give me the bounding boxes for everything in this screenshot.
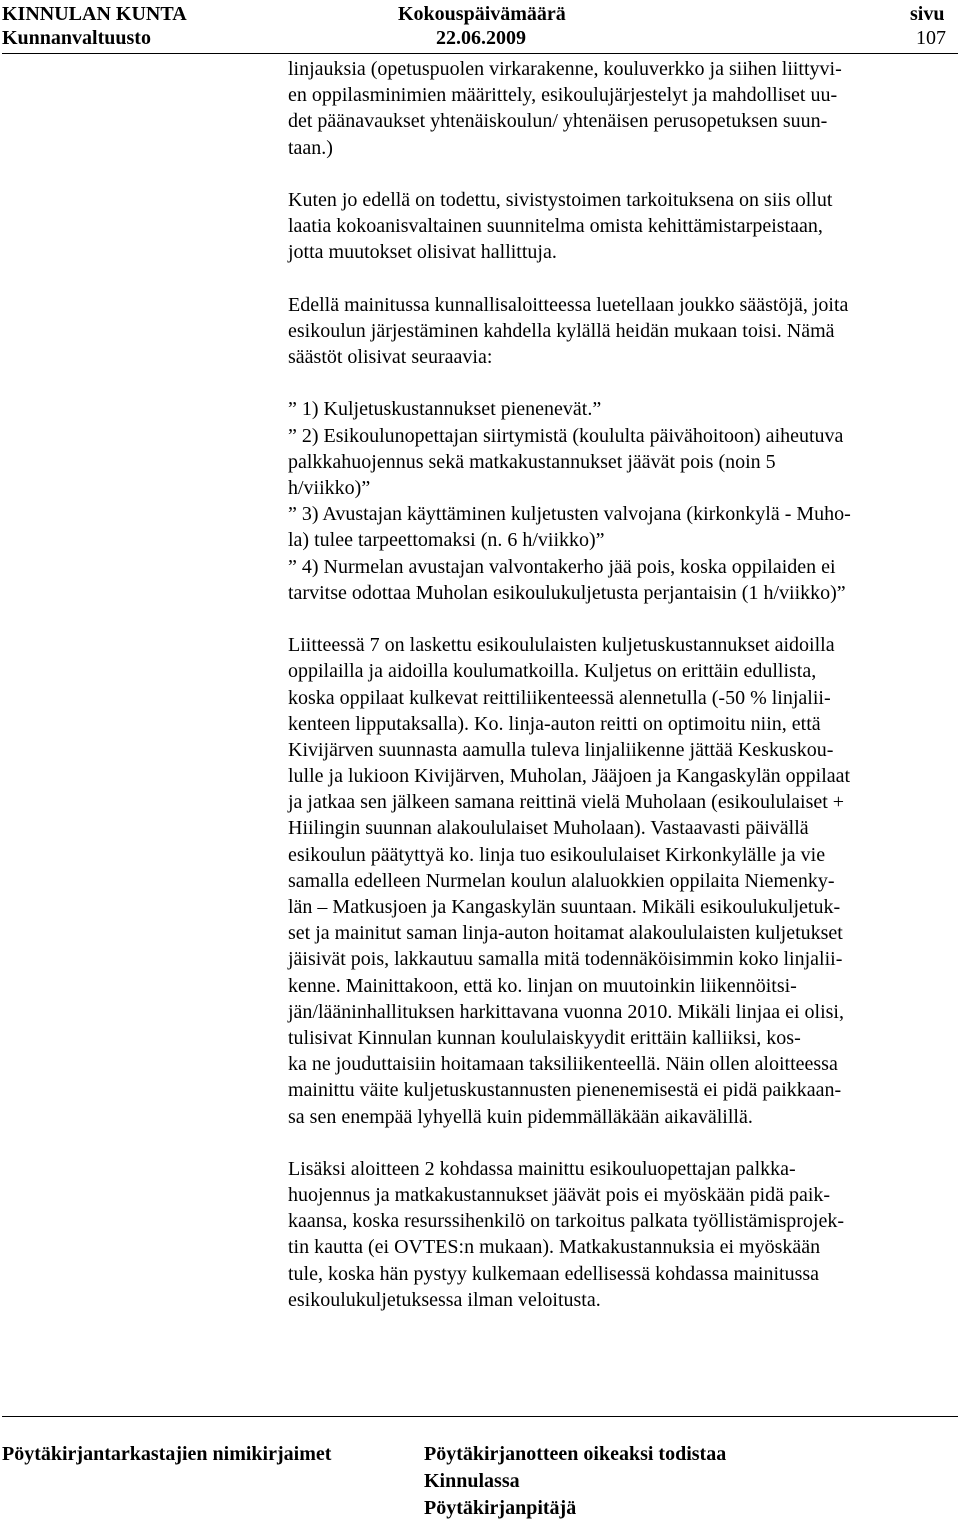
text-line: h/viikko)” xyxy=(288,477,371,499)
header-rule xyxy=(2,53,958,54)
footer-secretary: Pöytäkirjanpitäjä xyxy=(424,1497,577,1519)
text-line: sa sen enempää lyhyellä kuin pidemmälläkään aikavälillä. xyxy=(288,1105,753,1128)
meeting-date: 22.06.2009 xyxy=(436,27,526,49)
text-line: det päänavaukset yhtenäiskoulun/ yhtenäisen perusopetuksen suun- xyxy=(288,110,828,133)
text-line: jäisivät pois, lakkautuu samalla mitä todennäköisimmin koko linjalii- xyxy=(288,948,843,971)
text-line: koska oppilaat kulkevat reittiliikenteessä alennetulla (-50 % linjalii- xyxy=(288,686,831,709)
text-line: palkkahuojennus sekä matkakustannukset jäävät pois (noin 5 xyxy=(288,450,776,473)
footer-certification: Pöytäkirjanotteen oikeaksi todistaa xyxy=(424,1443,727,1465)
text-line: Lisäksi aloitteen 2 kohdassa mainittu esikouluopettajan palkka- xyxy=(288,1157,796,1180)
text-line: tule, koska hän pystyy kulkemaan edellisessä kohdassa mainitussa xyxy=(288,1262,820,1285)
text-line: Hiilingin suunnan alakoululaiset Muholaan). Vastaavasti päivällä xyxy=(288,817,809,840)
text-line: set ja mainitut saman linja-auton hoitamat alakoululaisten kuljetukset xyxy=(288,922,843,945)
text-line: linjauksia (opetuspuolen virkarakenne, kouluverkko ja siihen liittyvi- xyxy=(288,58,842,80)
text-line: säästöt olisivat seuraavia: xyxy=(288,346,493,369)
text-line: samalla edelleen Nurmelan koulun alaluokkien oppilaita Niemenky- xyxy=(288,869,835,892)
footer-reviewers-initials: Pöytäkirjantarkastajien nimikirjaimet xyxy=(2,1443,332,1465)
org-name: KINNULAN KUNTA xyxy=(2,3,187,25)
text-line: län – Matkusjoen ja Kangaskylän suuntaan. Mikäli esikoulukuljetuk- xyxy=(288,896,841,918)
text-line: Kuten jo edellä on todettu, sivistystoimen tarkoituksena on siis ollut xyxy=(288,188,833,211)
text-line: laatia kokoanisvaltainen suunnitelma omista kehittämistarpeistaan, xyxy=(288,215,823,238)
list-item: ” 3) Avustajan käyttäminen kuljetusten valvojana (kirkonkylä - Muho- xyxy=(288,503,851,526)
text-line: mainittu väite kuljetuskustannusten pienenemisestä ei pidä paikkaan- xyxy=(288,1079,842,1102)
paragraph-3 xyxy=(288,292,960,371)
text-line: ja jatkaa sen jälkeen samana reittinä vielä Muholaan (esikoululaiset + xyxy=(288,791,845,814)
list-item: ” 1) Kuljetuskustannukset pienenevät.” xyxy=(288,398,602,421)
footer-rule xyxy=(2,1416,958,1417)
text-line: kenne. Mainittakoon, että ko. linjan on muutoinkin liikennöitsi- xyxy=(288,974,797,997)
text-line: Kivijärven suunnasta aamulla tuleva linjaliikenne jättää Keskuskou- xyxy=(288,738,834,761)
footer-place: Kinnulassa xyxy=(424,1470,520,1492)
text-line: oppilailla ja aidoilla koulumatkoilla. Kuljetus on erittäin edullista, xyxy=(288,660,817,683)
text-line: taan.) xyxy=(288,136,333,159)
text-line: esikoulun järjestäminen kahdella kylällä heidän mukaan toisi. Nämä xyxy=(288,319,835,342)
list-item: ” 4) Nurmelan avustajan valvontakerho jää pois, koska oppilaiden ei xyxy=(288,555,836,578)
text-line: tarvitse odottaa Muholan esikoulukuljetusta perjantaisin (1 h/viikko)” xyxy=(288,581,846,604)
page-number: 107 xyxy=(916,27,946,49)
text-line: la) tulee tarpeettomaksi (n. 6 h/viikko)” xyxy=(288,529,605,552)
list-item: ” 2) Esikoulunopettajan siirtymistä (koululta päivähoitoon) aiheutuva xyxy=(288,424,844,447)
text-line: Edellä mainitussa kunnallisaloitteessa luetellaan joukko säästöjä, joita xyxy=(288,293,849,316)
text-line: en oppilasminimien määrittely, esikoulujärjestelyt ja mahdolliset uu- xyxy=(288,84,838,107)
text-line: kaansa, koska resurssihenkilö on tarkoitus palkata työllistämisprojek- xyxy=(288,1210,844,1233)
page-label: sivu xyxy=(910,3,945,25)
text-line: jän/lääninhallituksen harkittavana vuonna 2010. Mikäli linjaa ei olisi, xyxy=(288,1000,844,1023)
text-line: Liitteessä 7 on laskettu esikoululaisten kuljetuskustannukset aidoilla xyxy=(288,634,835,657)
body-name: Kunnanvaltuusto xyxy=(2,27,151,49)
paragraph-2 xyxy=(288,187,960,266)
quoted-savings-list xyxy=(288,396,960,606)
text-line: tulisivat Kinnulan kunnan koululaiskyydit erittäin kalliiksi, kos- xyxy=(288,1026,801,1049)
text-line: jotta muutokset olisivat hallittuja. xyxy=(288,241,557,264)
text-line: esikoulun päätyttyä ko. linja tuo esikoululaiset Kirkonkylälle ja vie xyxy=(288,843,826,866)
text-line: ka ne jouduttaisiin hoitamaan taksiliikenteellä. Näin ollen aloitteessa xyxy=(288,1053,838,1076)
paragraph-6 xyxy=(288,1156,960,1313)
text-line: esikoulukuljetuksessa ilman veloitusta. xyxy=(288,1288,601,1311)
text-line: kenteen lipputaksalla). Ko. linja-auton reitti on optimoitu niin, että xyxy=(288,712,821,735)
text-line: tin kautta (ei OVTES:n mukaan). Matkakustannuksia ei myöskään xyxy=(288,1236,821,1259)
date-label: Kokouspäivämäärä xyxy=(398,3,566,25)
text-line: huojennus ja matkakustannukset jäävät pois ei myöskään pidä paik- xyxy=(288,1184,831,1207)
paragraph-1 xyxy=(288,56,960,161)
document-body xyxy=(288,56,960,1313)
text-line: lulle ja lukioon Kivijärven, Muholan, Jääjoen ja Kangaskylän oppilaat xyxy=(288,765,851,788)
paragraph-5 xyxy=(288,632,960,1130)
